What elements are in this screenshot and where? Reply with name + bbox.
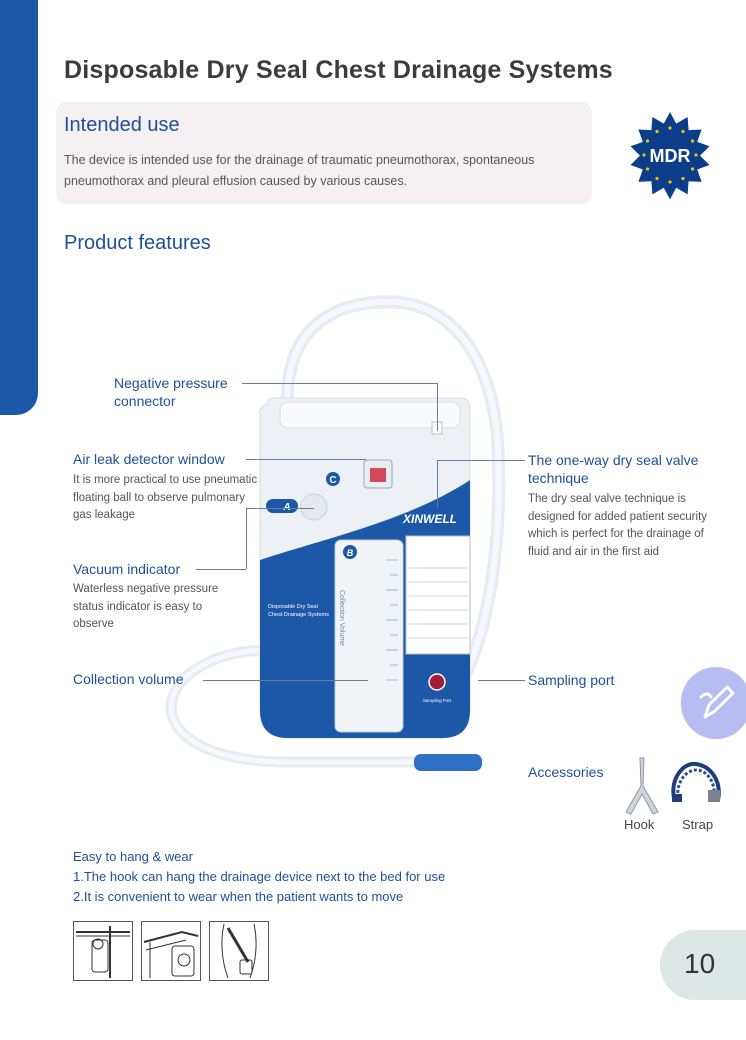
negative-pressure-leader [242,383,438,384]
hook-label: Hook [624,817,655,832]
device-name-line2: Chest Drainage Systems [268,612,329,618]
sampling-port-label: Sampling port [528,672,615,688]
accessories-title: Accessories [528,764,604,780]
collection-column-text: Collection Volume [338,590,345,647]
pencil-icon [681,667,746,739]
mdr-badge-text: MDR [649,146,691,166]
one-way-valve-desc: The dry seal valve technique is designed for added patient security which is perfect for the drainage of fluid and air in the first aid [528,493,708,558]
wear-strap-icon [210,922,268,980]
vacuum-indicator-title: Vacuum indicator [73,561,181,577]
bed-rail-icon [142,922,200,980]
vacuum-indicator-desc: Waterless negative pressure status indicator is easy to observe [73,583,219,630]
page-number: 10 [684,948,716,979]
intended-use-text: The device is intended use for the drainage of traumatic pneumothorax, spontaneous pneumothorax and pleural effusion caused by various causes. [64,153,535,188]
vacuum-leader-h2 [246,508,314,509]
air-leak-title: Air leak detector window [73,451,225,467]
thumbnail-wear [209,921,269,981]
edit-floating-button[interactable] [681,667,746,739]
thumbnail-bed-hang [73,921,133,981]
device-label-c: C [329,475,337,486]
collection-volume-leader [203,680,368,681]
bed-hang-icon [74,922,132,980]
mdr-seal-icon [626,112,714,200]
one-way-leader-v [437,460,438,508]
device-label-b: B [346,548,354,558]
strap-icon [668,758,726,808]
negative-pressure-label: Negative pressure connector [114,375,228,409]
hook-icon [620,756,664,816]
negative-pressure-leader-v [437,383,438,431]
device-label-a: A [283,502,291,513]
collection-volume-label: Collection volume [73,671,184,687]
easy-hang-line2: 2.It is convenient to wear when the patient wants to move [73,889,404,904]
side-accent-bar [0,0,38,415]
easy-hang-heading: Easy to hang & wear [73,849,193,864]
sampling-port-leader [478,680,525,681]
sampling-port-text: Sampling Port [422,698,452,703]
thumbnail-bed-rail [141,921,201,981]
vacuum-leader [196,569,246,570]
one-way-valve-title: The one-way dry seal valve technique [528,452,699,486]
vacuum-leader-v [246,508,247,569]
air-leak-leader [246,459,366,460]
intended-use-heading: Intended use [64,114,180,136]
one-way-leader [437,460,525,461]
page-title: Disposable Dry Seal Chest Drainage Systems [64,56,613,84]
easy-hang-section [73,847,445,907]
device-name-line1: Disposable Dry Seal [268,604,318,610]
air-leak-desc: It is more practical to use pneumatic floating ball to observe pulmonary gas leakage [73,474,258,521]
product-features-heading: Product features [64,232,211,254]
easy-hang-line1: 1.The hook can hang the drainage device next to the bed for use [73,869,446,884]
strap-label: Strap [682,817,714,832]
drainage-device-illustration [160,290,520,790]
device-brand: XINWELL [403,512,457,526]
